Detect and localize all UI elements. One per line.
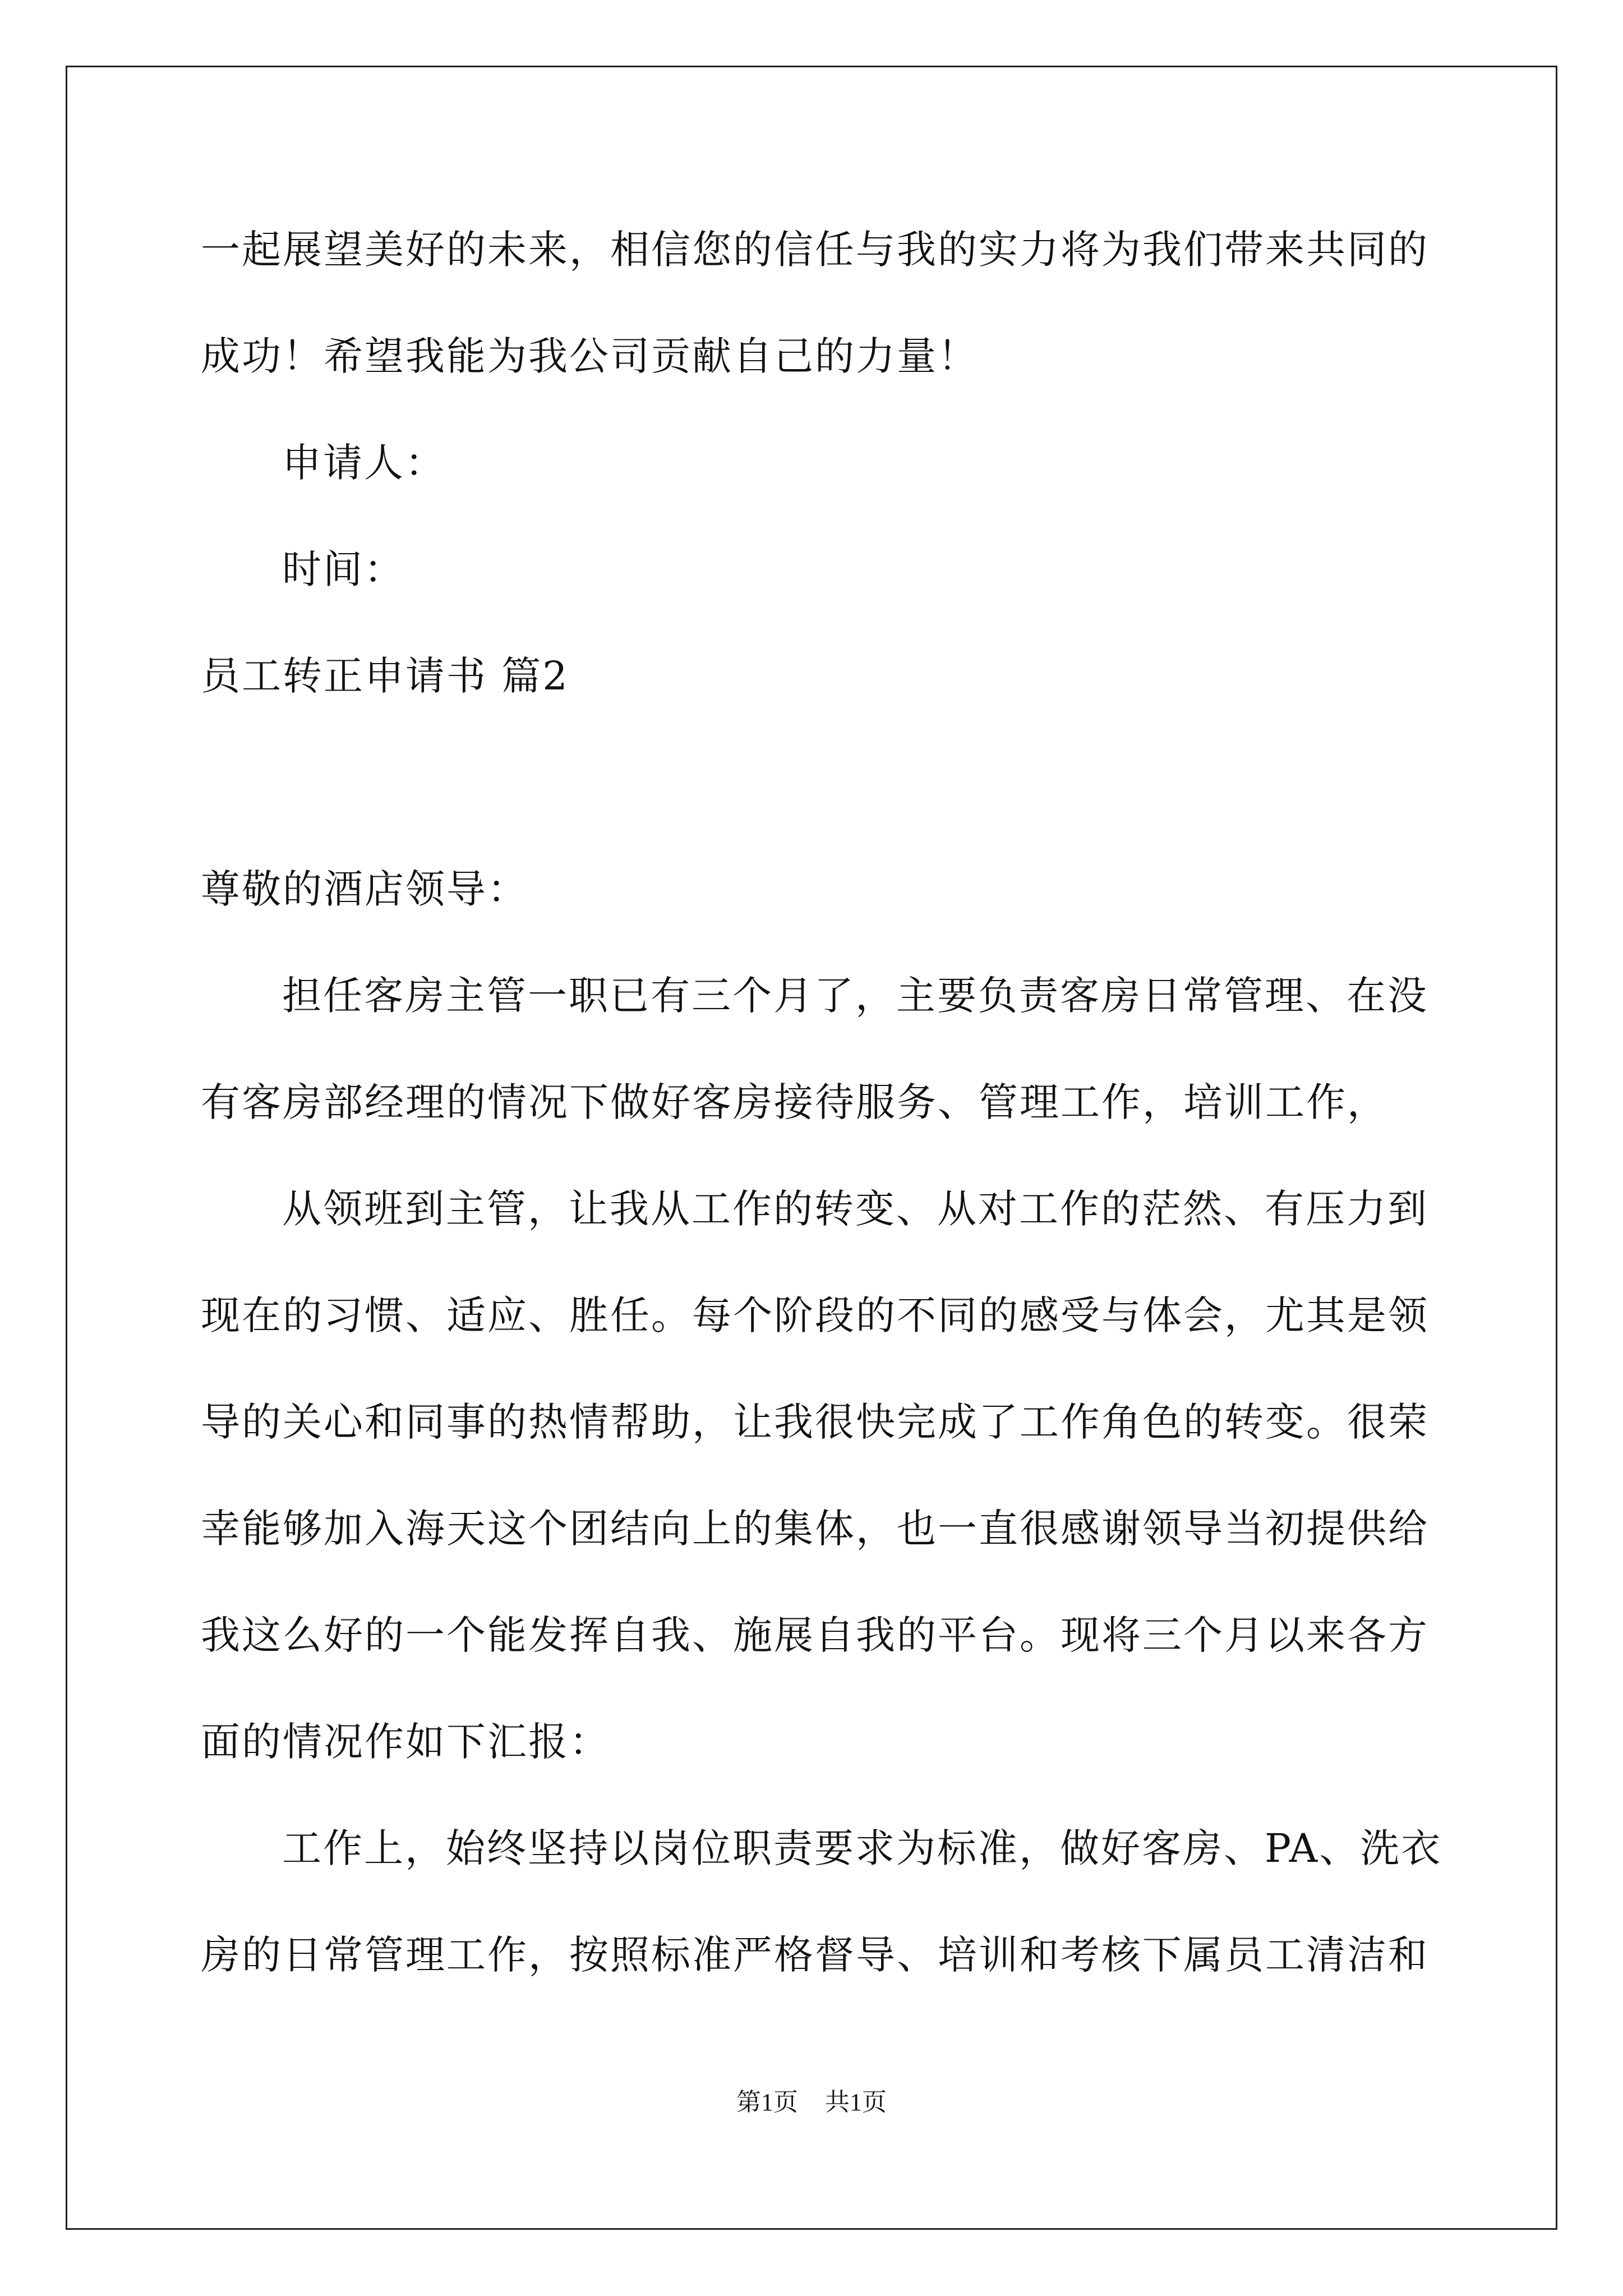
- body-line-11: 工作上，始终坚持以岗位职责要求为标准，做好客房、PA、洗衣: [282, 1825, 1442, 1871]
- page-border: [66, 66, 1557, 2230]
- section-heading: 员工转正申请书 篇2: [201, 653, 569, 699]
- body-line-1: 一起展望美好的未来，相信您的信任与我的实力将为我们带来共同的: [201, 227, 1429, 273]
- salutation: 尊敬的酒店领导：: [201, 866, 528, 912]
- body-line-9: 我这么好的一个能发挥自我、施展自我的平台。现将三个月以来各方: [201, 1612, 1429, 1658]
- body-line-6: 现在的习惯、适应、胜任。每个阶段的不同的感受与体会，尤其是领: [201, 1292, 1429, 1338]
- body-line-3: 担任客房主管一职已有三个月了，主要负责客房日常管理、在没: [282, 973, 1428, 1019]
- body-line-5: 从领班到主管，让我从工作的转变、从对工作的茫然、有压力到: [282, 1186, 1428, 1232]
- body-line-8: 幸能够加入海天这个团结向上的集体，也一直很感谢领导当初提供给: [201, 1506, 1429, 1552]
- date-label: 时间：: [282, 546, 405, 592]
- body-line-7: 导的关心和同事的热情帮助，让我很快完成了工作角色的转变。很荣: [201, 1399, 1429, 1445]
- applicant-label: 申请人：: [282, 440, 446, 486]
- page-footer: [0, 2086, 1623, 2119]
- body-line-12: 房的日常管理工作，按照标准严格督导、培训和考核下属员工清洁和: [201, 1932, 1429, 1978]
- body-line-2: 成功！希望我能为我公司贡献自己的力量！: [201, 333, 979, 379]
- body-line-4: 有客房部经理的情况下做好客房接待服务、管理工作，培训工作，: [201, 1079, 1388, 1125]
- page-total: 共1页: [825, 2088, 887, 2116]
- body-line-10: 面的情况作如下汇报：: [201, 1719, 610, 1765]
- page-number: 第1页: [736, 2088, 798, 2116]
